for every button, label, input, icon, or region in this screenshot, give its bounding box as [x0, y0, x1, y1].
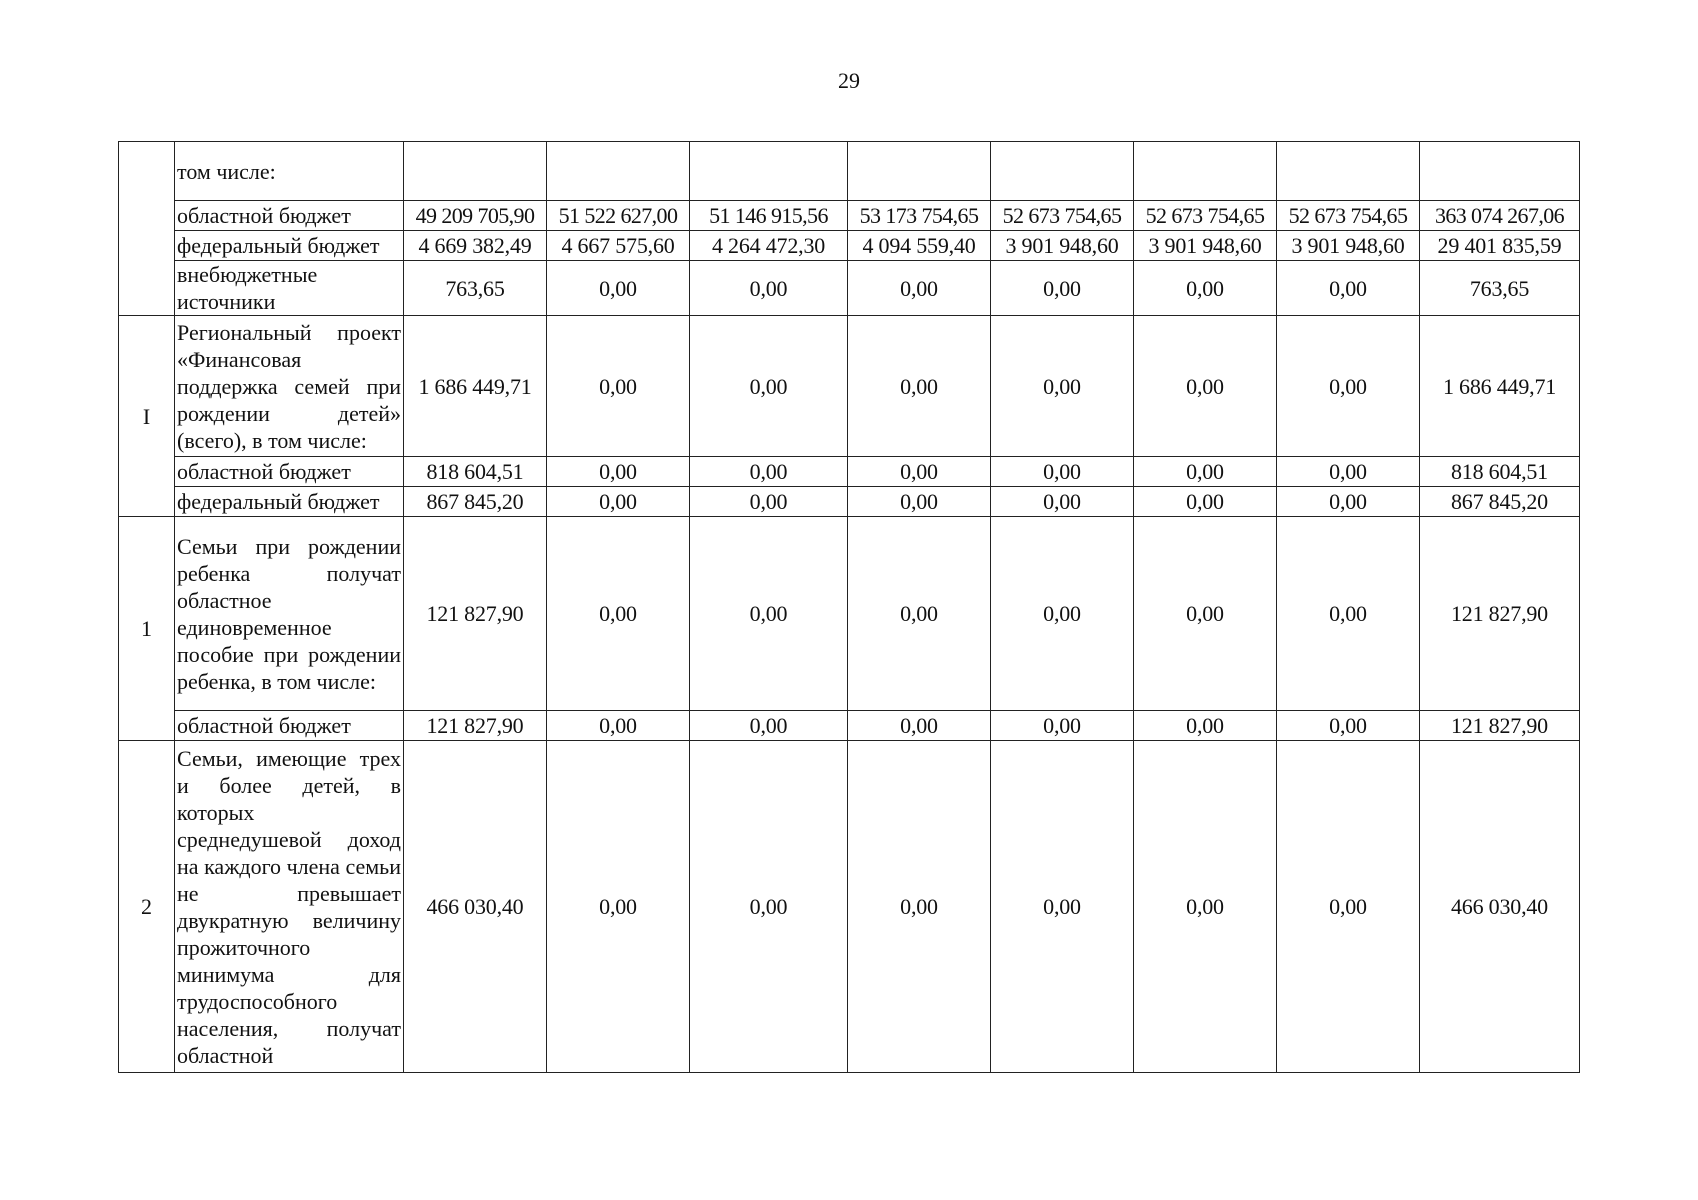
value-cell: 867 845,20 — [404, 487, 547, 517]
value-cell: 363 074 267,06 — [1420, 201, 1580, 231]
value-cell: 0,00 — [991, 261, 1134, 316]
table-row — [119, 231, 1580, 261]
table-row — [119, 711, 1580, 741]
value-cell: 52 673 754,65 — [991, 201, 1134, 231]
value-cell: 1 686 449,71 — [1420, 316, 1580, 457]
value-cell: 3 901 948,60 — [1134, 231, 1277, 261]
value-cell: 0,00 — [848, 316, 991, 457]
value-cell — [991, 142, 1134, 201]
row-label: внебюджетные источники — [175, 261, 404, 316]
value-cell: 0,00 — [991, 517, 1134, 711]
value-cell: 0,00 — [1134, 457, 1277, 487]
table-row — [119, 316, 1580, 457]
value-cell: 0,00 — [848, 487, 991, 517]
value-cell: 0,00 — [547, 261, 690, 316]
value-cell: 763,65 — [404, 261, 547, 316]
value-cell: 0,00 — [1134, 711, 1277, 741]
value-cell: 4 264 472,30 — [690, 231, 848, 261]
value-cell: 0,00 — [547, 711, 690, 741]
row-title: Семьи, имеющие трех и более детей, в которых среднедушевой доход на каждого члена семьи не превышает двукратную величину прожиточного минимума для трудоспособного населения, получат областной — [175, 741, 404, 1073]
value-cell: 0,00 — [848, 457, 991, 487]
row-label: федеральный бюджет — [175, 231, 404, 261]
value-cell: 0,00 — [690, 261, 848, 316]
budget-table — [118, 141, 1580, 1073]
value-cell: 52 673 754,65 — [1134, 201, 1277, 231]
value-cell: 51 522 627,00 — [547, 201, 690, 231]
row-number-cell: I — [119, 316, 175, 517]
value-cell: 466 030,40 — [1420, 741, 1580, 1073]
row-description: том числе: — [175, 142, 404, 201]
value-cell: 0,00 — [991, 457, 1134, 487]
row-number-cell: 1 — [119, 517, 175, 741]
row-title: Региональный проект «Финансовая поддержка семей при рождении детей» (всего), в том числе: — [175, 316, 404, 457]
value-cell — [404, 142, 547, 201]
value-cell: 3 901 948,60 — [991, 231, 1134, 261]
value-cell — [547, 142, 690, 201]
value-cell: 3 901 948,60 — [1277, 231, 1420, 261]
value-cell — [848, 142, 991, 201]
value-cell — [1134, 142, 1277, 201]
row-label: областной бюджет — [175, 201, 404, 231]
value-cell: 53 173 754,65 — [848, 201, 991, 231]
table-row — [119, 741, 1580, 1073]
value-cell: 0,00 — [991, 316, 1134, 457]
value-cell: 51 146 915,56 — [690, 201, 848, 231]
value-cell: 0,00 — [1277, 261, 1420, 316]
table-row — [119, 517, 1580, 711]
value-cell: 121 827,90 — [1420, 517, 1580, 711]
table-row — [119, 142, 1580, 201]
value-cell: 0,00 — [1277, 457, 1420, 487]
row-title: Семьи при рождении ребенка получат областное единовременное пособие при рождении ребенка, в том числе: — [175, 517, 404, 711]
table-row — [119, 457, 1580, 487]
value-cell: 0,00 — [547, 741, 690, 1073]
table-row — [119, 261, 1580, 316]
value-cell: 4 669 382,49 — [404, 231, 547, 261]
value-cell: 0,00 — [690, 741, 848, 1073]
value-cell: 818 604,51 — [1420, 457, 1580, 487]
value-cell: 121 827,90 — [1420, 711, 1580, 741]
value-cell: 1 686 449,71 — [404, 316, 547, 457]
page-number: 29 — [838, 68, 860, 93]
row-label: областной бюджет — [175, 457, 404, 487]
row-label: областной бюджет — [175, 711, 404, 741]
row-label: федеральный бюджет — [175, 487, 404, 517]
value-cell: 121 827,90 — [404, 711, 547, 741]
value-cell: 0,00 — [1277, 711, 1420, 741]
value-cell: 4 667 575,60 — [547, 231, 690, 261]
table-row — [119, 487, 1580, 517]
value-cell: 52 673 754,65 — [1277, 201, 1420, 231]
value-cell: 0,00 — [1277, 316, 1420, 457]
value-cell: 0,00 — [690, 487, 848, 517]
value-cell — [1277, 142, 1420, 201]
value-cell: 0,00 — [991, 741, 1134, 1073]
value-cell: 0,00 — [547, 316, 690, 457]
value-cell — [690, 142, 848, 201]
value-cell: 0,00 — [1277, 517, 1420, 711]
row-number-cell: 2 — [119, 741, 175, 1073]
value-cell: 0,00 — [848, 261, 991, 316]
value-cell: 49 209 705,90 — [404, 201, 547, 231]
value-cell: 0,00 — [690, 316, 848, 457]
table-row — [119, 201, 1580, 231]
value-cell: 121 827,90 — [404, 517, 547, 711]
row-number-cell — [119, 142, 175, 316]
value-cell: 0,00 — [1277, 741, 1420, 1073]
value-cell: 0,00 — [991, 487, 1134, 517]
value-cell: 0,00 — [1134, 261, 1277, 316]
value-cell: 0,00 — [690, 517, 848, 711]
value-cell: 0,00 — [1134, 487, 1277, 517]
value-cell: 867 845,20 — [1420, 487, 1580, 517]
value-cell: 0,00 — [848, 711, 991, 741]
value-cell: 4 094 559,40 — [848, 231, 991, 261]
value-cell: 0,00 — [547, 487, 690, 517]
value-cell: 818 604,51 — [404, 457, 547, 487]
value-cell: 0,00 — [1134, 741, 1277, 1073]
value-cell: 0,00 — [547, 457, 690, 487]
value-cell: 0,00 — [848, 517, 991, 711]
value-cell: 0,00 — [991, 711, 1134, 741]
value-cell: 0,00 — [1134, 316, 1277, 457]
value-cell: 29 401 835,59 — [1420, 231, 1580, 261]
value-cell — [1420, 142, 1580, 201]
value-cell: 0,00 — [547, 517, 690, 711]
value-cell: 0,00 — [690, 711, 848, 741]
value-cell: 466 030,40 — [404, 741, 547, 1073]
value-cell: 0,00 — [1134, 517, 1277, 711]
value-cell: 0,00 — [1277, 487, 1420, 517]
value-cell: 0,00 — [690, 457, 848, 487]
value-cell: 0,00 — [848, 741, 991, 1073]
value-cell: 763,65 — [1420, 261, 1580, 316]
